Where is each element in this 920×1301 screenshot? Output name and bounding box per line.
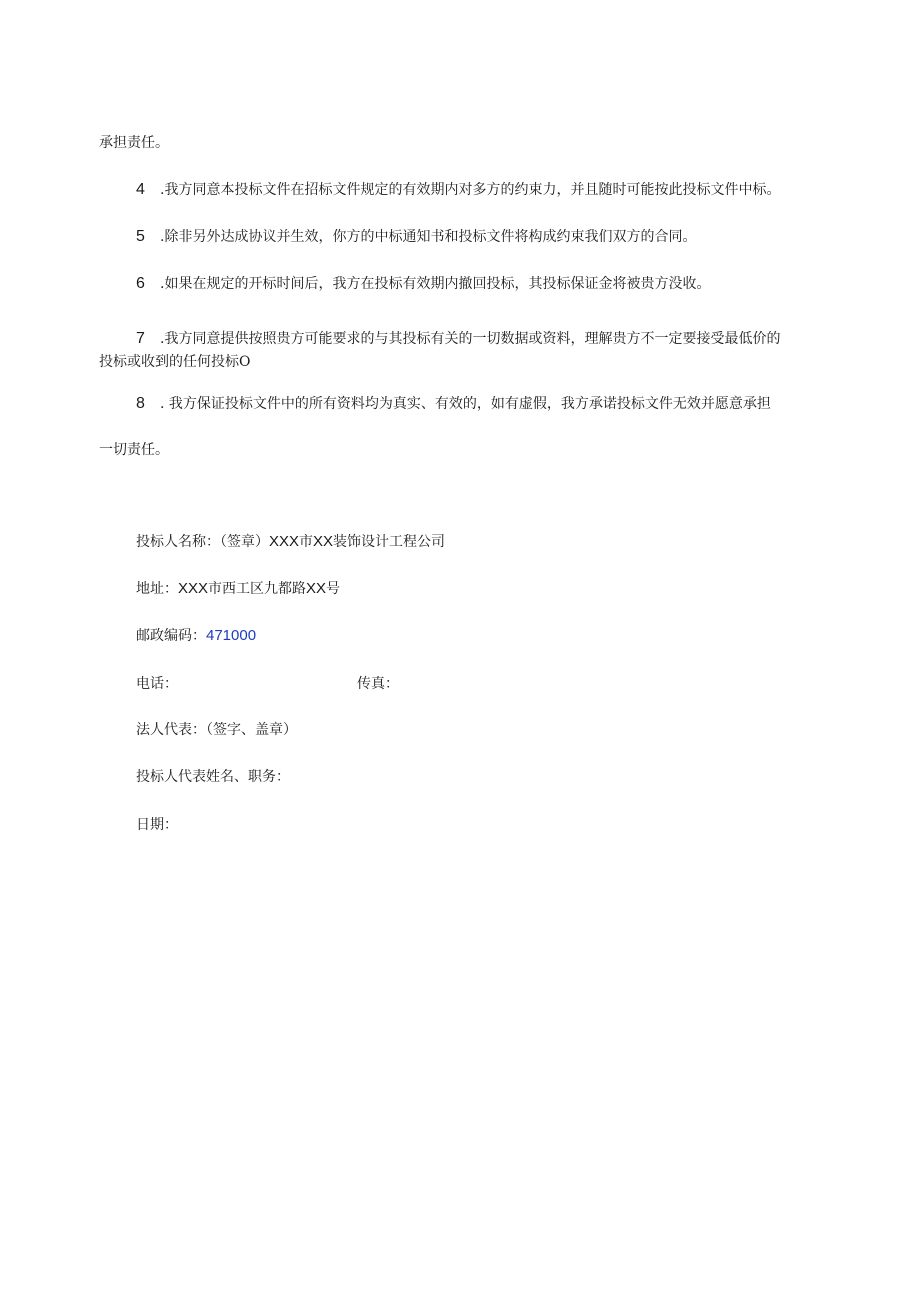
- address-row: [136, 579, 340, 599]
- address-placeholder: XXX: [178, 580, 209, 597]
- clause-text: 一切责任。: [99, 442, 169, 458]
- clause-5: [136, 227, 696, 247]
- rep-name-row: [136, 767, 290, 787]
- clause-text: .如果在规定的开标时间后，我方在投标有效期内撤回投标，其投标保证金将被贵方没收。: [160, 276, 711, 292]
- date-label: 日期：: [136, 817, 178, 833]
- address-label: 地址：: [136, 581, 178, 597]
- clause-7-continuation: [99, 352, 250, 372]
- continuation-text: 承担责任。: [99, 135, 169, 151]
- clause-text: .除非另外达成协议并生效，你方的中标通知书和投标文件将构成约束我们双方的合同。: [160, 229, 697, 245]
- address-placeholder-2: XX: [306, 580, 327, 597]
- bidder-name-city: 市: [299, 534, 314, 550]
- continuation-paragraph: [99, 133, 169, 153]
- postcode-label: 邮政编码：: [136, 628, 206, 644]
- clause-number: 6: [136, 275, 145, 292]
- clause-number: 7: [136, 330, 145, 347]
- date-row: [136, 815, 178, 835]
- bidder-name-label: 投标人名称：（签章）: [136, 534, 269, 550]
- bidder-name-placeholder-2: XX: [313, 533, 334, 550]
- clause-number: 8: [136, 395, 145, 412]
- fax-label: 传真：: [357, 676, 399, 692]
- legal-rep-row: [136, 720, 297, 740]
- clause-number: 4: [136, 181, 145, 198]
- clause-text: . 我方保证投标文件中的所有资料均为真实、有效的，如有虚假，我方承诺投标文件无效并愿意承担: [160, 396, 771, 412]
- address-street: 市西工区九都路: [208, 581, 307, 597]
- bidder-name-company: 装饰设计工程公司: [333, 534, 446, 550]
- postcode-row: [136, 626, 256, 646]
- bidder-name-row: [136, 532, 445, 552]
- address-number-suffix: 号: [326, 581, 341, 597]
- clause-6: [136, 274, 710, 294]
- clause-4: [136, 180, 780, 200]
- clause-8: [136, 394, 771, 414]
- postcode-value: 471000: [206, 627, 257, 644]
- clause-text: .我方同意提供按照贵方可能要求的与其投标有关的一切数据或资料，理解贵方不一定要接受最低价的: [160, 331, 781, 347]
- bidder-name-placeholder: XXX: [269, 533, 300, 550]
- phone-row: [136, 674, 178, 694]
- fax-row: [357, 674, 399, 694]
- legal-rep-label: 法人代表：（签字、盖章）: [136, 722, 297, 738]
- phone-label: 电话：: [136, 676, 178, 692]
- rep-name-label: 投标人代表姓名、职务：: [136, 769, 290, 785]
- clause-text: .我方同意本投标文件在招标文件规定的有效期内对多方的约束力，并且随时可能按此投标文件中标。: [160, 182, 781, 198]
- clause-7: [136, 329, 780, 349]
- clause-8-continuation: [99, 440, 169, 460]
- clause-number: 5: [136, 228, 145, 245]
- clause-text: 投标或收到的任何投标O: [99, 354, 251, 370]
